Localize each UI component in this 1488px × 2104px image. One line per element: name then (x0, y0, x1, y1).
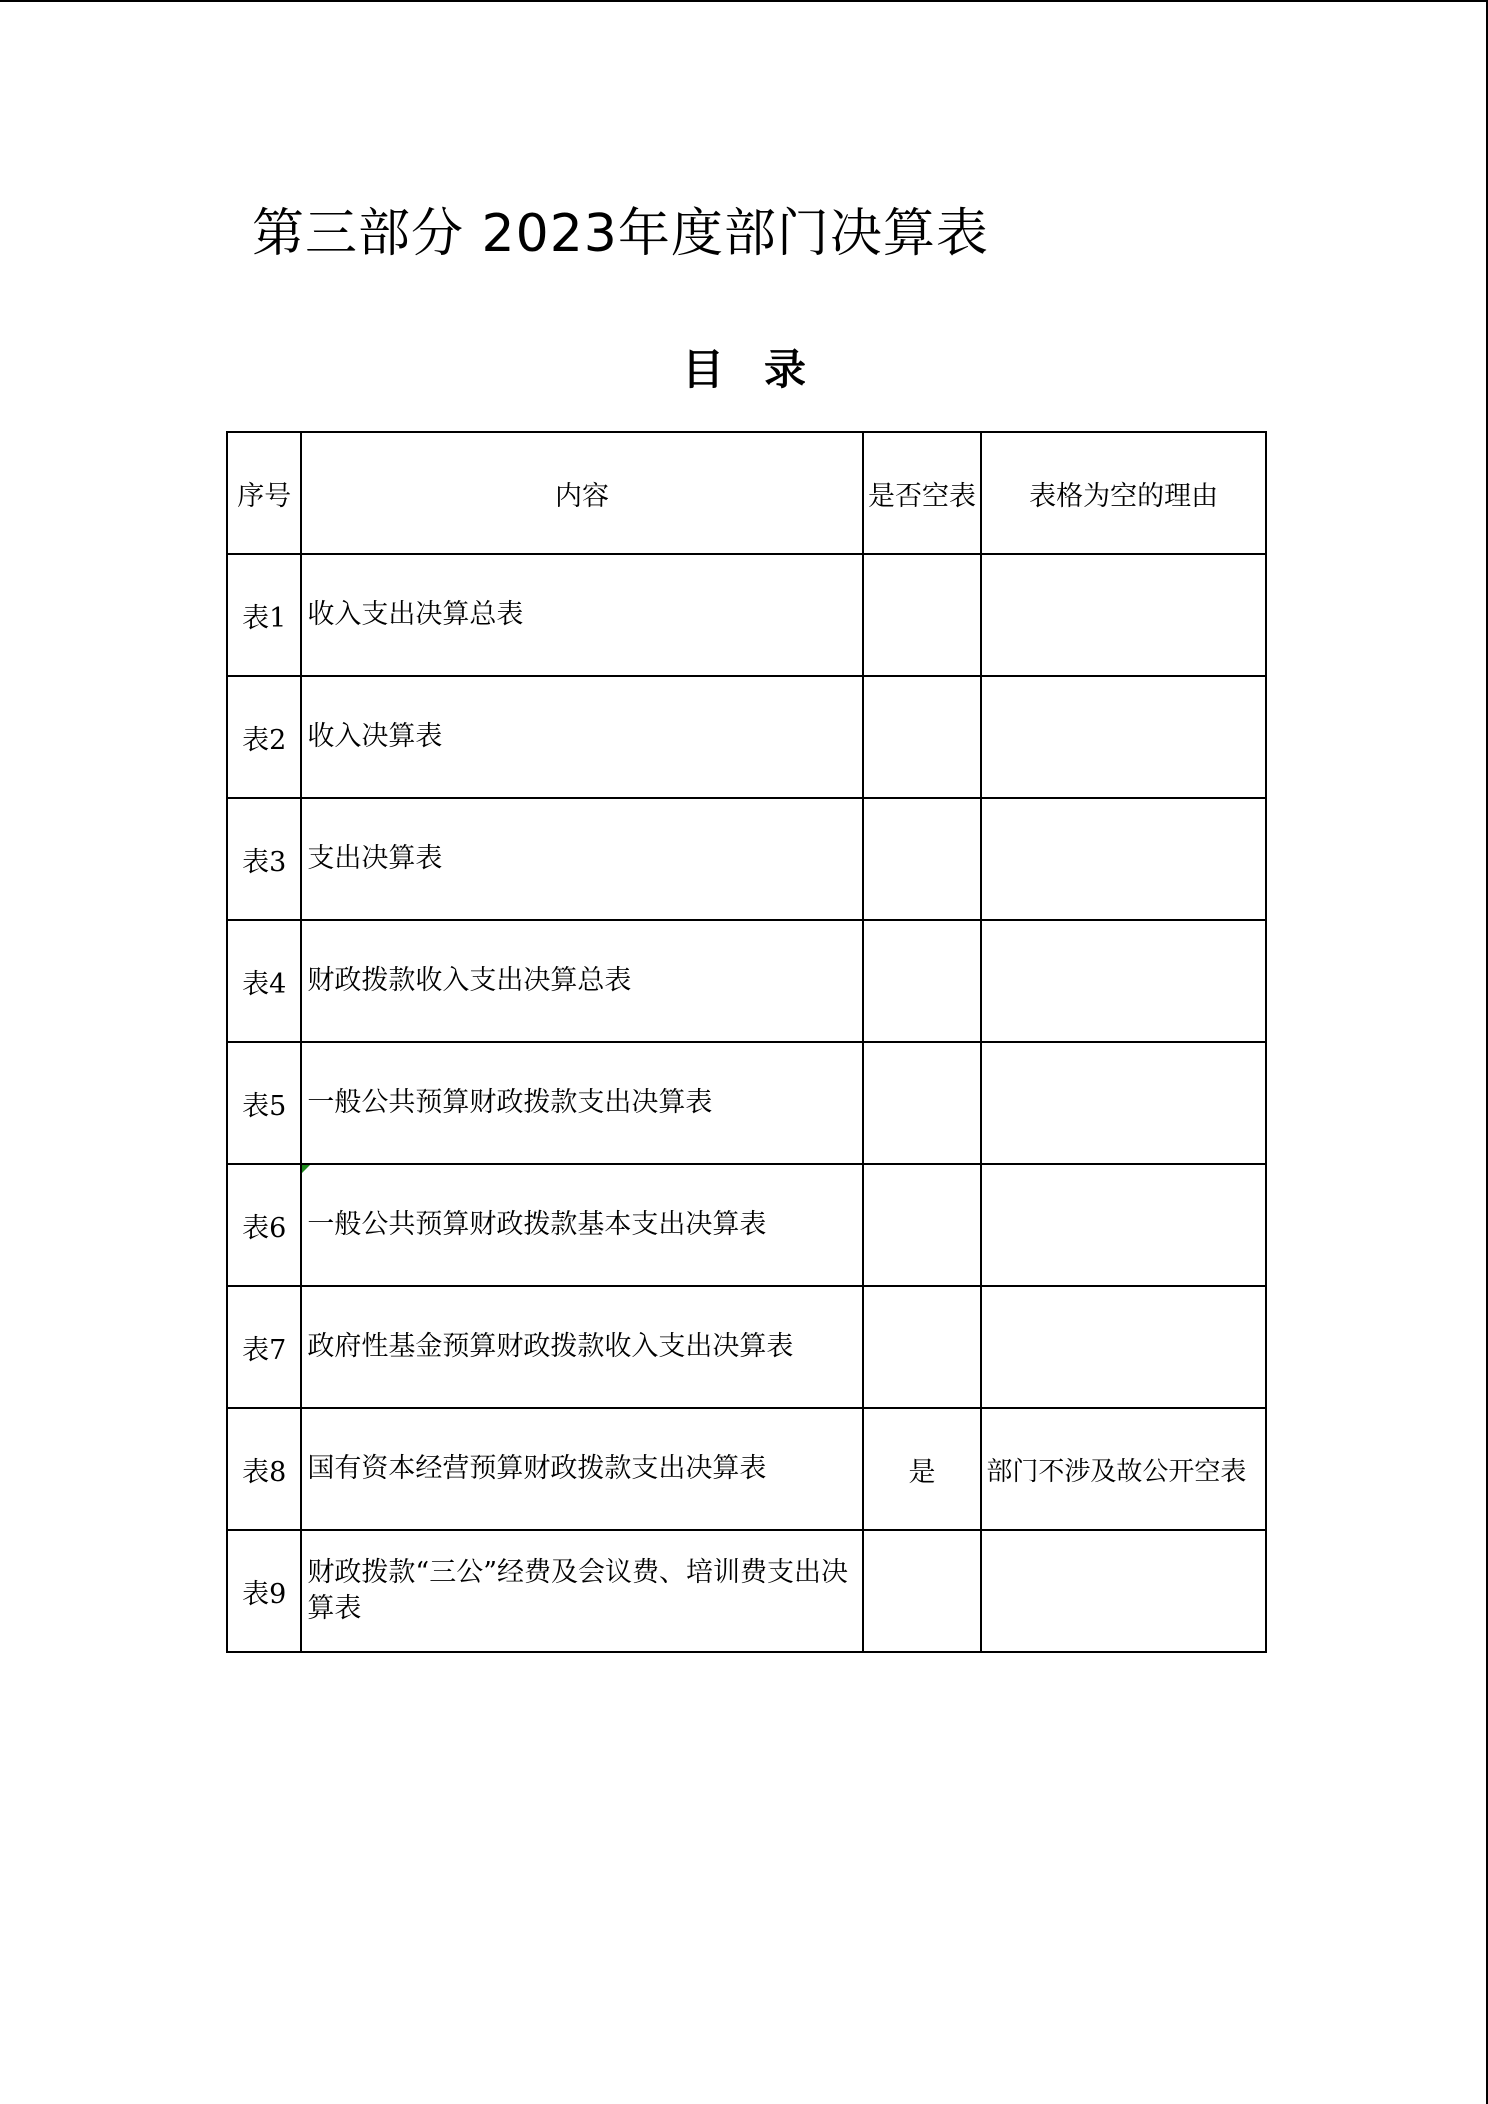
table-row (227, 798, 1266, 920)
row-is-empty (863, 554, 982, 676)
cell-comment-marker (302, 1165, 310, 1173)
row-reason (981, 1164, 1266, 1286)
row-reason (981, 1530, 1266, 1652)
row-content: 一般公共预算财政拨款支出决算表 (301, 1042, 862, 1164)
row-content: 国有资本经营预算财政拨款支出决算表 (301, 1408, 862, 1530)
row-content: 收入决算表 (301, 676, 862, 798)
header-empty-reason: 表格为空的理由 (981, 432, 1266, 554)
row-seq: 表4 (227, 920, 301, 1042)
row-is-empty (863, 1530, 982, 1652)
row-seq: 表5 (227, 1042, 301, 1164)
row-seq: 表8 (227, 1408, 301, 1530)
table-row (227, 1408, 1266, 1530)
row-is-empty: 是 (863, 1408, 982, 1530)
table-row (227, 1042, 1266, 1164)
row-seq: 表9 (227, 1530, 301, 1652)
row-content (301, 1164, 862, 1286)
row-reason: 部门不涉及故公开空表 (981, 1408, 1266, 1530)
row-is-empty (863, 1042, 982, 1164)
page-top-border (0, 0, 1488, 2)
toc-heading: 目录 (681, 345, 846, 394)
table-row (227, 920, 1266, 1042)
row-is-empty (863, 1164, 982, 1286)
table-header-row (227, 432, 1266, 554)
row-is-empty (863, 676, 982, 798)
toc-table (226, 431, 1267, 1653)
row-is-empty (863, 1286, 982, 1408)
row-is-empty (863, 798, 982, 920)
row-content: 财政拨款“三公”经费及会议费、培训费支出决算表 (301, 1530, 862, 1652)
row-reason (981, 554, 1266, 676)
header-seq: 序号 (227, 432, 301, 554)
row-content-text: 一般公共预算财政拨款基本支出决算表 (307, 1209, 767, 1240)
header-is-empty: 是否空表 (863, 432, 982, 554)
table-row (227, 1164, 1266, 1286)
row-is-empty (863, 920, 982, 1042)
table-row (227, 676, 1266, 798)
row-reason (981, 798, 1266, 920)
table-row (227, 554, 1266, 676)
row-seq: 表3 (227, 798, 301, 920)
row-content: 收入支出决算总表 (301, 554, 862, 676)
row-content: 财政拨款收入支出决算总表 (301, 920, 862, 1042)
table-row (227, 1530, 1266, 1652)
row-reason (981, 1042, 1266, 1164)
header-content: 内容 (301, 432, 862, 554)
row-reason (981, 676, 1266, 798)
row-seq: 表2 (227, 676, 301, 798)
table-row (227, 1286, 1266, 1408)
row-seq: 表1 (227, 554, 301, 676)
row-seq: 表7 (227, 1286, 301, 1408)
row-content: 政府性基金预算财政拨款收入支出决算表 (301, 1286, 862, 1408)
row-reason (981, 920, 1266, 1042)
document-title: 第三部分 2023年度部门决算表 (252, 204, 989, 264)
row-reason (981, 1286, 1266, 1408)
row-seq: 表6 (227, 1164, 301, 1286)
row-content: 支出决算表 (301, 798, 862, 920)
